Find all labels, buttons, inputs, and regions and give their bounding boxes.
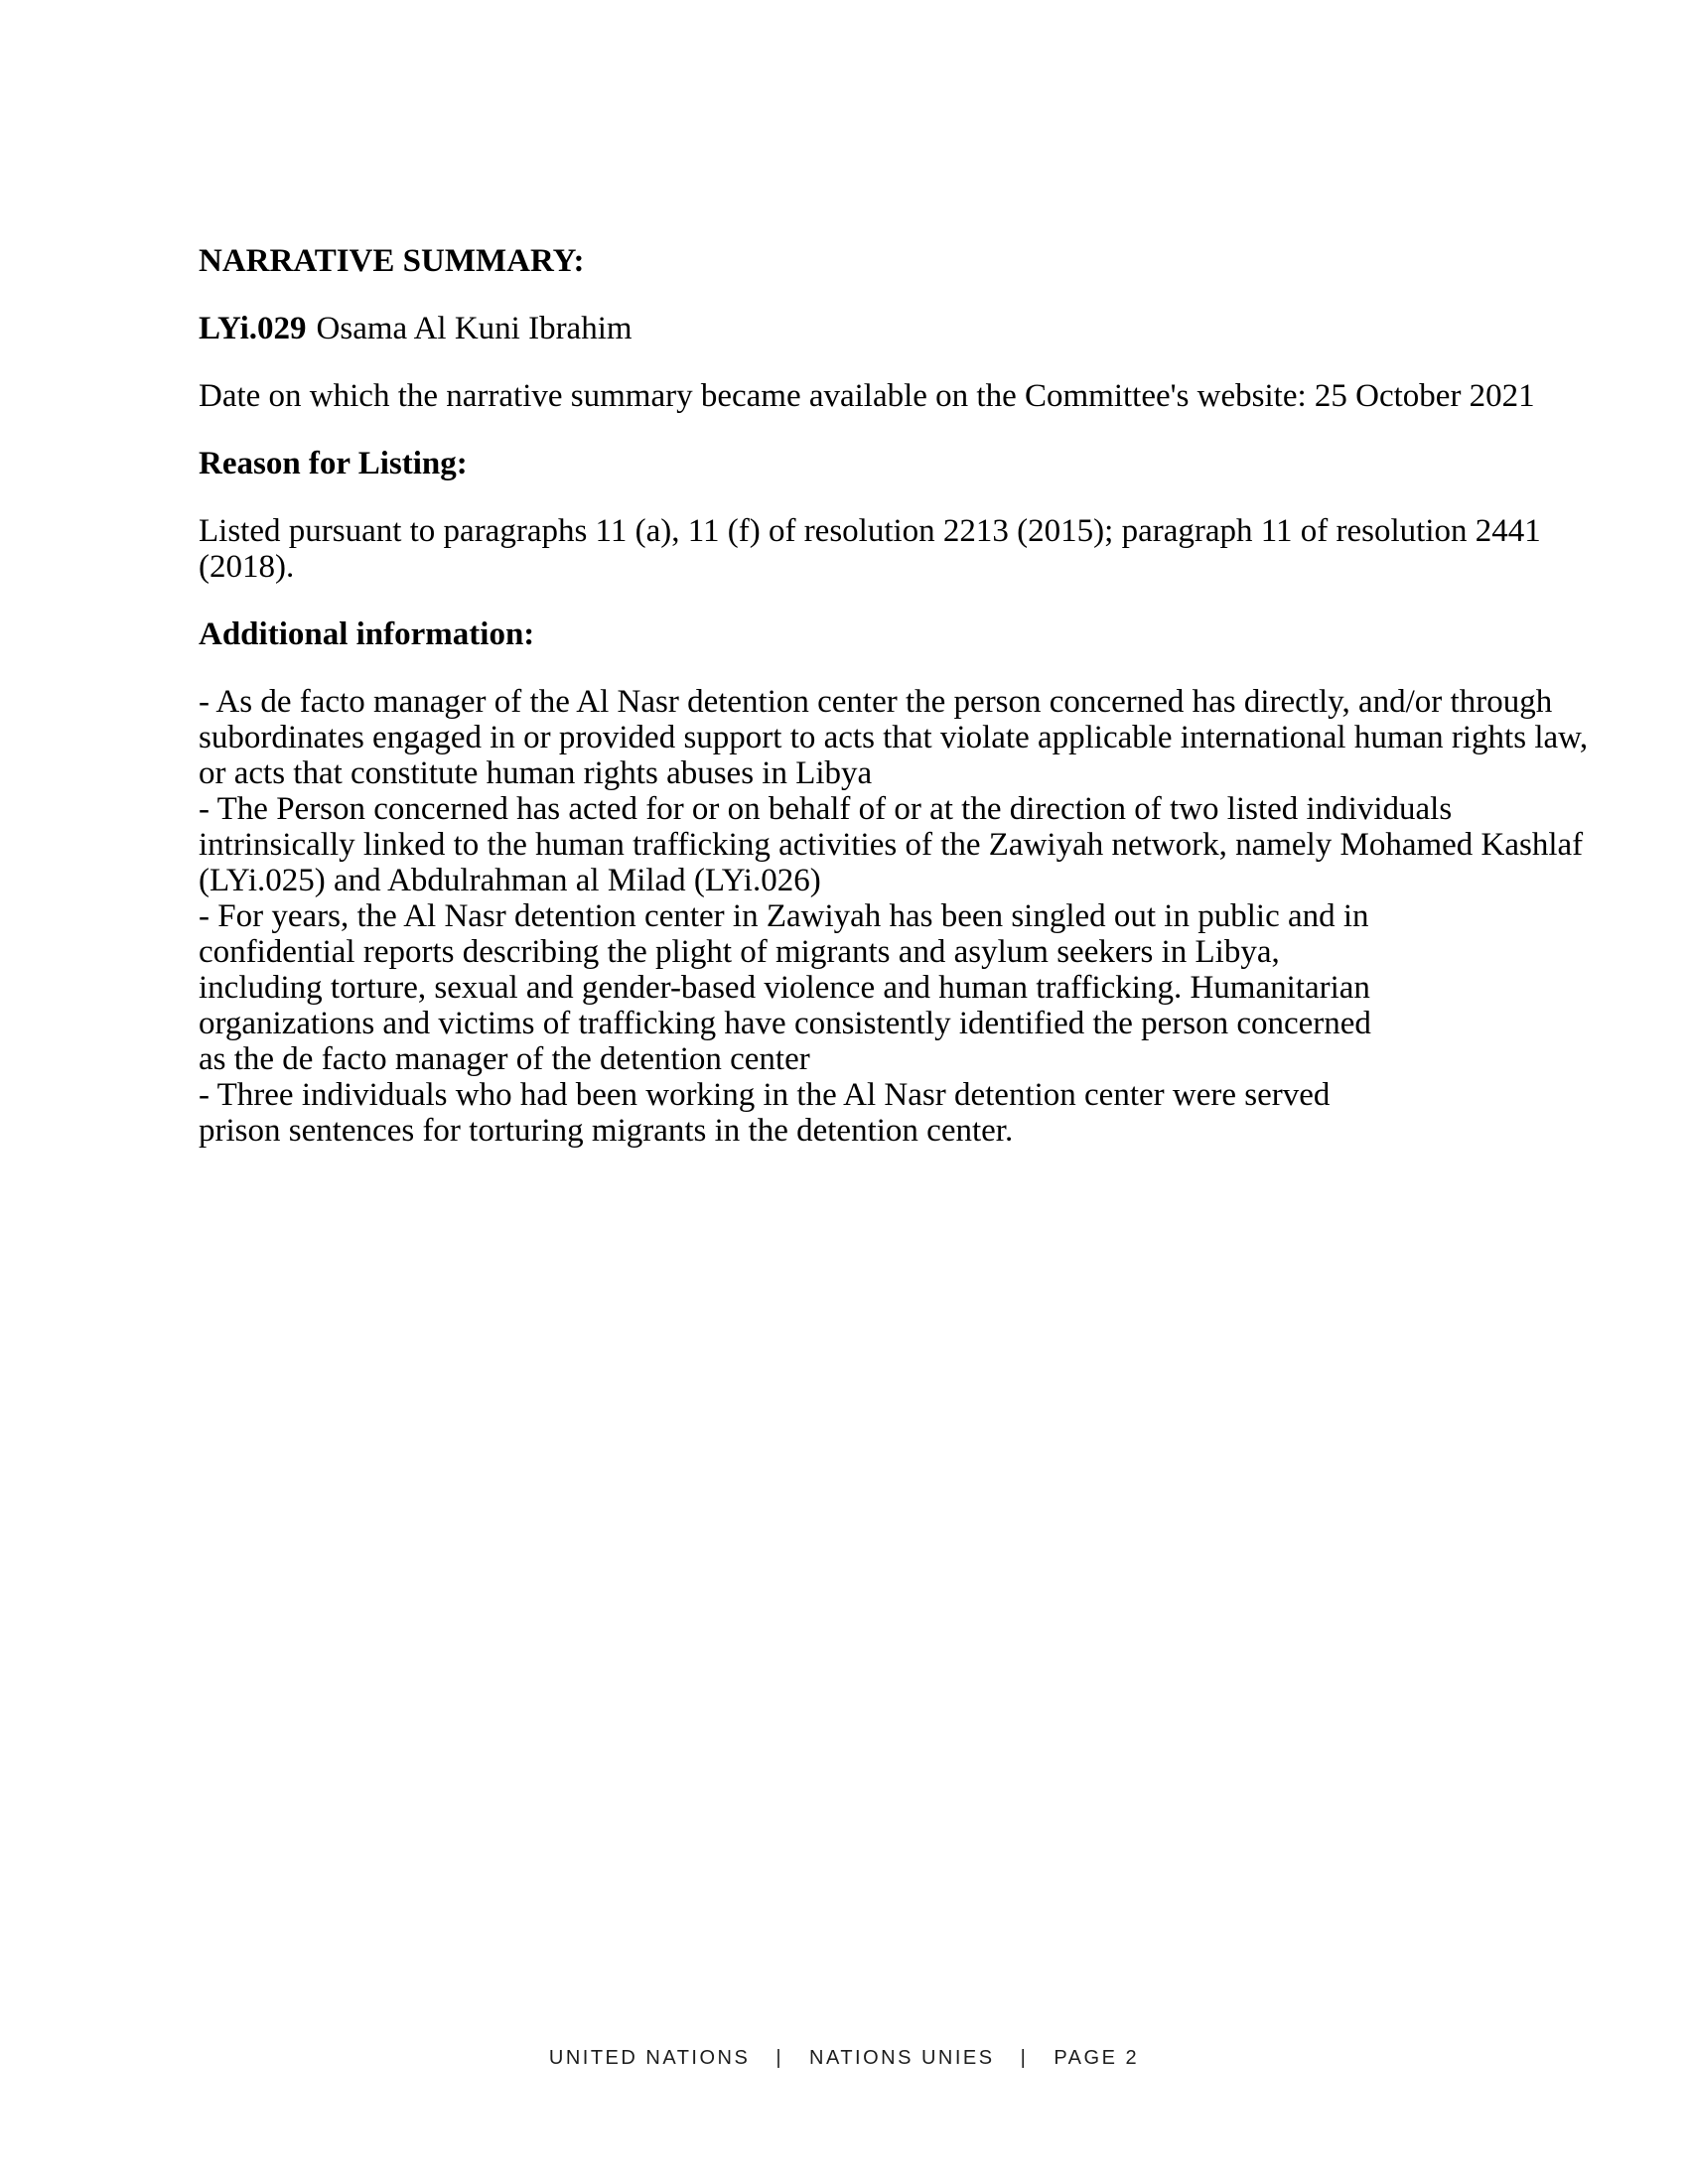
reason-for-listing-heading: Reason for Listing: <box>199 446 468 481</box>
document-title: NARRATIVE SUMMARY: <box>199 243 585 279</box>
footer-united-nations: UNITED NATIONS <box>548 2047 751 2069</box>
subject-id: LYi.029 <box>199 311 307 346</box>
document-body <box>199 243 1589 1180</box>
footer-separator: | <box>775 2047 784 2069</box>
reason-line: Listed pursuant to paragraphs 11 (a), 11 (f) of resolution 2213 (2015); paragraph 11 of resolution 2441 <box>199 513 1541 549</box>
date-availability-line: Date on which the narrative summary became available on the Committee's website: 25 October 2021 <box>199 378 1535 414</box>
additional-info-line: - Three individuals who had been working in the Al Nasr detention center were served <box>199 1077 1331 1113</box>
additional-info-line: - For years, the Al Nasr detention center in Zawiyah has been singled out in public and in <box>199 898 1369 934</box>
additional-info-line: confidential reports describing the plight of migrants and asylum seekers in Libya, <box>199 934 1280 970</box>
additional-info-line: (LYi.025) and Abdulrahman al Milad (LYi.026) <box>199 863 821 898</box>
additional-info-line: - The Person concerned has acted for or on behalf of or at the direction of two listed individuals <box>199 791 1453 827</box>
additional-info-line: organizations and victims of trafficking have consistently identified the person concerned <box>199 1006 1371 1041</box>
page-footer <box>0 2047 1688 2070</box>
reason-for-listing-text <box>199 513 1541 585</box>
additional-information-text <box>199 684 1589 1149</box>
additional-info-line: or acts that constitute human rights abuses in Libya <box>199 755 873 791</box>
subject-name: Osama Al Kuni Ibrahim <box>316 311 633 346</box>
footer-page-number: PAGE 2 <box>1054 2047 1140 2069</box>
additional-info-line: prison sentences for torturing migrants in the detention center. <box>199 1113 1014 1149</box>
additional-info-line: as the de facto manager of the detention center <box>199 1041 810 1077</box>
reason-line: (2018). <box>199 549 295 585</box>
additional-info-line: - As de facto manager of the Al Nasr detention center the person concerned has directly, and/or through <box>199 684 1553 720</box>
additional-info-line: subordinates engaged in or provided support to acts that violate applicable international human rights law, <box>199 720 1589 755</box>
footer-nations-unies: NATIONS UNIES <box>809 2047 995 2069</box>
footer-separator: | <box>1020 2047 1029 2069</box>
additional-info-line: intrinsically linked to the human trafficking activities of the Zawiyah network, namely Mohamed Kashlaf <box>199 827 1584 863</box>
additional-info-line: including torture, sexual and gender-based violence and human trafficking. Humanitarian <box>199 970 1370 1006</box>
additional-information-heading: Additional information: <box>199 616 535 652</box>
subject-line <box>199 311 1519 346</box>
